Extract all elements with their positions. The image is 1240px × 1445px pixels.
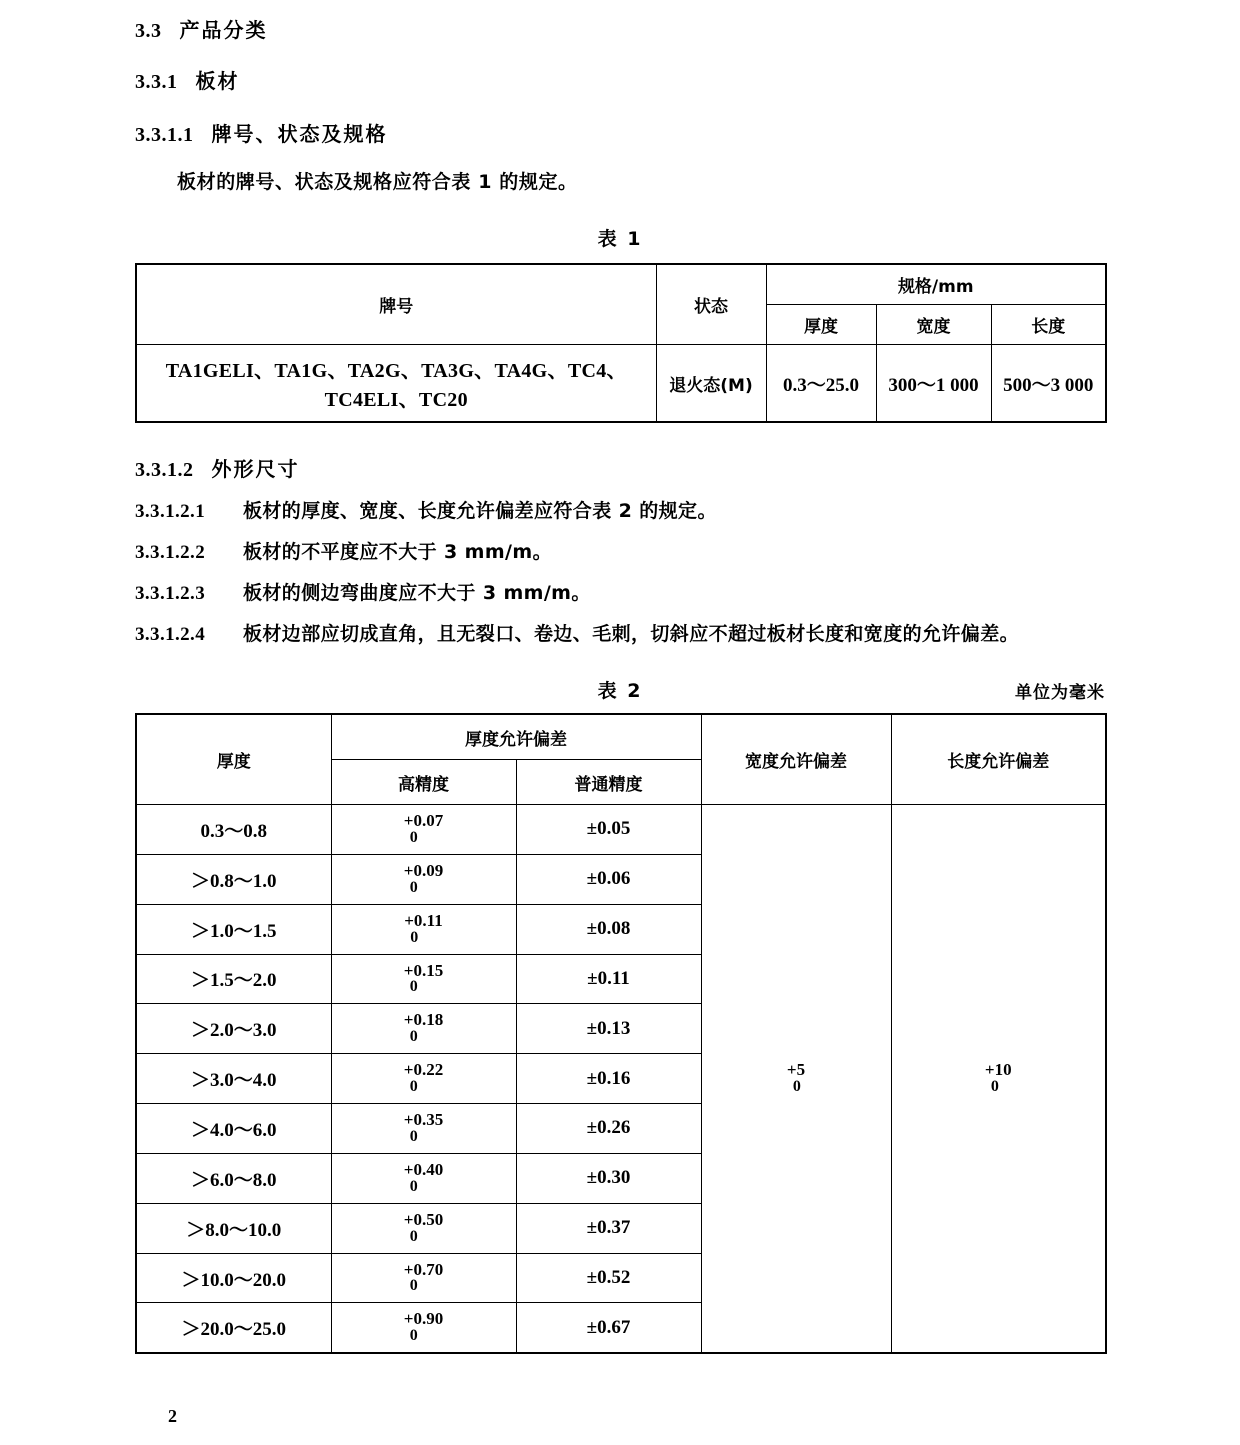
tolerance-lower: 0 [409,1327,418,1345]
table2-cell-high-precision [331,1253,516,1303]
table2-unit-note: 单位为毫米 [1015,683,1105,703]
table2-header-width-tolerance: 宽度允许偏差 [701,714,891,805]
heading-3-3-number: 3.3 [135,20,162,42]
table2-cell-thickness: ＞0.8～1.0 [136,854,331,904]
tolerance-lower: 0 [409,878,418,896]
heading-3-3-1-2 [135,453,1105,482]
paragraph-table1-reference: 板材的牌号、状态及规格应符合表 1 的规定。 [177,171,578,193]
table2-caption: 表 2 [597,680,643,702]
table2-cell-thickness: ＞4.0～6.0 [136,1104,331,1154]
table2-cell-width-tolerance [701,805,891,1354]
table1-header-grade: 牌号 [136,264,656,345]
clause-text: 板材的不平度应不大于 3 mm/m。 [243,541,552,563]
tolerance-lower: 0 [409,1177,418,1195]
table2-cell-high-precision [331,1303,516,1353]
table-row [136,805,1106,855]
table2-caption-row [135,676,1105,703]
tolerance-lower: 0 [409,1078,418,1096]
tolerance-upper: +0.40 [403,1159,444,1179]
table1-cell-grade: TA1GELI、TA1G、TA2G、TA3G、TA4G、TC4、TC4ELI、TC20 [136,345,656,423]
table2-cell-thickness: ＞6.0～8.0 [136,1153,331,1203]
table2-cell-thickness: ＞3.0～4.0 [136,1054,331,1104]
tolerance-lower: 0 [990,1078,999,1096]
table-2 [135,713,1107,1354]
tolerance-upper: +0.15 [403,960,444,980]
heading-3-3-1-number: 3.3.1 [135,71,178,93]
table1-cell-length: 500～3 000 [991,345,1106,423]
heading-3-3 [135,14,1105,43]
table2-header-normal-precision: 普通精度 [516,760,701,805]
table2-cell-high-precision [331,1203,516,1253]
heading-3-3-1-1 [135,118,1105,147]
table2-cell-high-precision [331,805,516,855]
table2-cell-high-precision [331,954,516,1004]
clause-number: 3.3.1.2.1 [135,501,206,522]
table-row [136,714,1106,760]
heading-3-3-1-1-text: 牌号、状态及规格 [211,122,388,146]
tolerance-lower: 0 [409,1127,418,1145]
table1-header-thickness: 厚度 [766,305,876,345]
table2-cell-normal-precision: ±0.08 [516,904,701,954]
table2-header-high-precision: 高精度 [331,760,516,805]
heading-3-3-1-2-number: 3.3.1.2 [135,459,194,481]
tolerance-upper: +0.11 [404,910,443,930]
table2-cell-high-precision [331,1054,516,1104]
heading-3-3-text: 产品分类 [179,18,268,42]
table1-header-length: 长度 [991,305,1106,345]
page-number: 2 [168,1406,177,1426]
clause-3-3-1-2-2 [135,537,1105,564]
table2-cell-high-precision [331,904,516,954]
tolerance-lower: 0 [410,928,419,946]
table2-cell-high-precision [331,854,516,904]
tolerance-lower: 0 [409,1277,418,1295]
heading-3-3-1-1-number: 3.3.1.1 [135,124,194,146]
table-1 [135,263,1107,423]
table2-cell-thickness: ＞8.0～10.0 [136,1203,331,1253]
clause-text: 板材的侧边弯曲度应不大于 3 mm/m。 [243,582,591,604]
table1-header-spec: 规格/mm [766,264,1106,305]
table2-cell-high-precision [331,1004,516,1054]
tolerance-upper: +0.07 [403,811,444,830]
tolerance-upper: +5 [786,1060,806,1080]
table2-header-thickness-tolerance: 厚度允许偏差 [331,714,701,760]
table2-cell-thickness: ＞1.5～2.0 [136,954,331,1004]
tolerance-lower: 0 [409,1227,418,1245]
table1-caption: 表 1 [597,228,643,250]
table2-cell-thickness: ＞1.0～1.5 [136,904,331,954]
clause-number: 3.3.1.2.4 [135,624,206,645]
table2-cell-normal-precision: ±0.11 [516,954,701,1004]
tolerance-upper: +10 [984,1060,1012,1080]
table1-cell-state: 退火态(M) [656,345,766,423]
table2-cell-normal-precision: ±0.16 [516,1054,701,1104]
table2-cell-normal-precision: ±0.05 [516,805,701,855]
table2-cell-normal-precision: ±0.06 [516,854,701,904]
table1-cell-thickness: 0.3～25.0 [766,345,876,423]
table-row [136,264,1106,305]
tolerance-lower: 0 [409,978,418,996]
clause-3-3-1-2-1 [135,496,1105,523]
clause-number: 3.3.1.2.3 [135,583,206,604]
table2-cell-thickness: ＞10.0～20.0 [136,1253,331,1303]
clause-3-3-1-2-4 [135,619,1105,646]
tolerance-upper: +0.35 [403,1110,444,1130]
table2-cell-normal-precision: ±0.13 [516,1004,701,1054]
table1-header-state: 状态 [656,264,766,345]
clause-text: 板材的厚度、宽度、长度允许偏差应符合表 2 的规定。 [243,500,717,522]
table1-cell-width: 300～1 000 [876,345,991,423]
table2-cell-normal-precision: ±0.26 [516,1104,701,1154]
tolerance-lower: 0 [409,828,418,846]
table2-cell-normal-precision: ±0.67 [516,1303,701,1353]
table2-cell-high-precision [331,1104,516,1154]
clause-text: 板材边部应切成直角，且无裂口、卷边、毛刺，切斜应不超过板材长度和宽度的允许偏差。 [243,623,1020,645]
clause-number: 3.3.1.2.2 [135,542,206,563]
table1-header-width: 宽度 [876,305,991,345]
tolerance-lower: 0 [792,1078,801,1096]
clause-3-3-1-2-3 [135,578,1105,605]
document-page [0,14,1240,1445]
table2-header-thickness: 厚度 [136,714,331,805]
tolerance-upper: +0.90 [403,1309,444,1329]
table2-cell-normal-precision: ±0.30 [516,1153,701,1203]
table2-cell-normal-precision: ±0.37 [516,1203,701,1253]
table2-cell-normal-precision: ±0.52 [516,1253,701,1303]
table2-cell-thickness: ＞20.0～25.0 [136,1303,331,1353]
tolerance-upper: +0.09 [403,860,444,880]
heading-3-3-1-2-text: 外形尺寸 [211,457,300,481]
tolerance-upper: +0.22 [403,1060,444,1080]
table2-header-length-tolerance: 长度允许偏差 [891,714,1106,805]
tolerance-lower: 0 [409,1028,418,1046]
table-row [136,345,1106,423]
heading-3-3-1-text: 板材 [195,69,240,93]
table2-cell-thickness: ＞2.0～3.0 [136,1004,331,1054]
tolerance-upper: +0.50 [403,1209,444,1229]
table2-cell-thickness: 0.3～0.8 [136,805,331,855]
tolerance-upper: +0.70 [403,1259,444,1279]
table2-cell-high-precision [331,1153,516,1203]
heading-3-3-1 [135,65,1105,94]
table2-cell-length-tolerance [891,805,1106,1354]
tolerance-upper: +0.18 [403,1010,444,1030]
